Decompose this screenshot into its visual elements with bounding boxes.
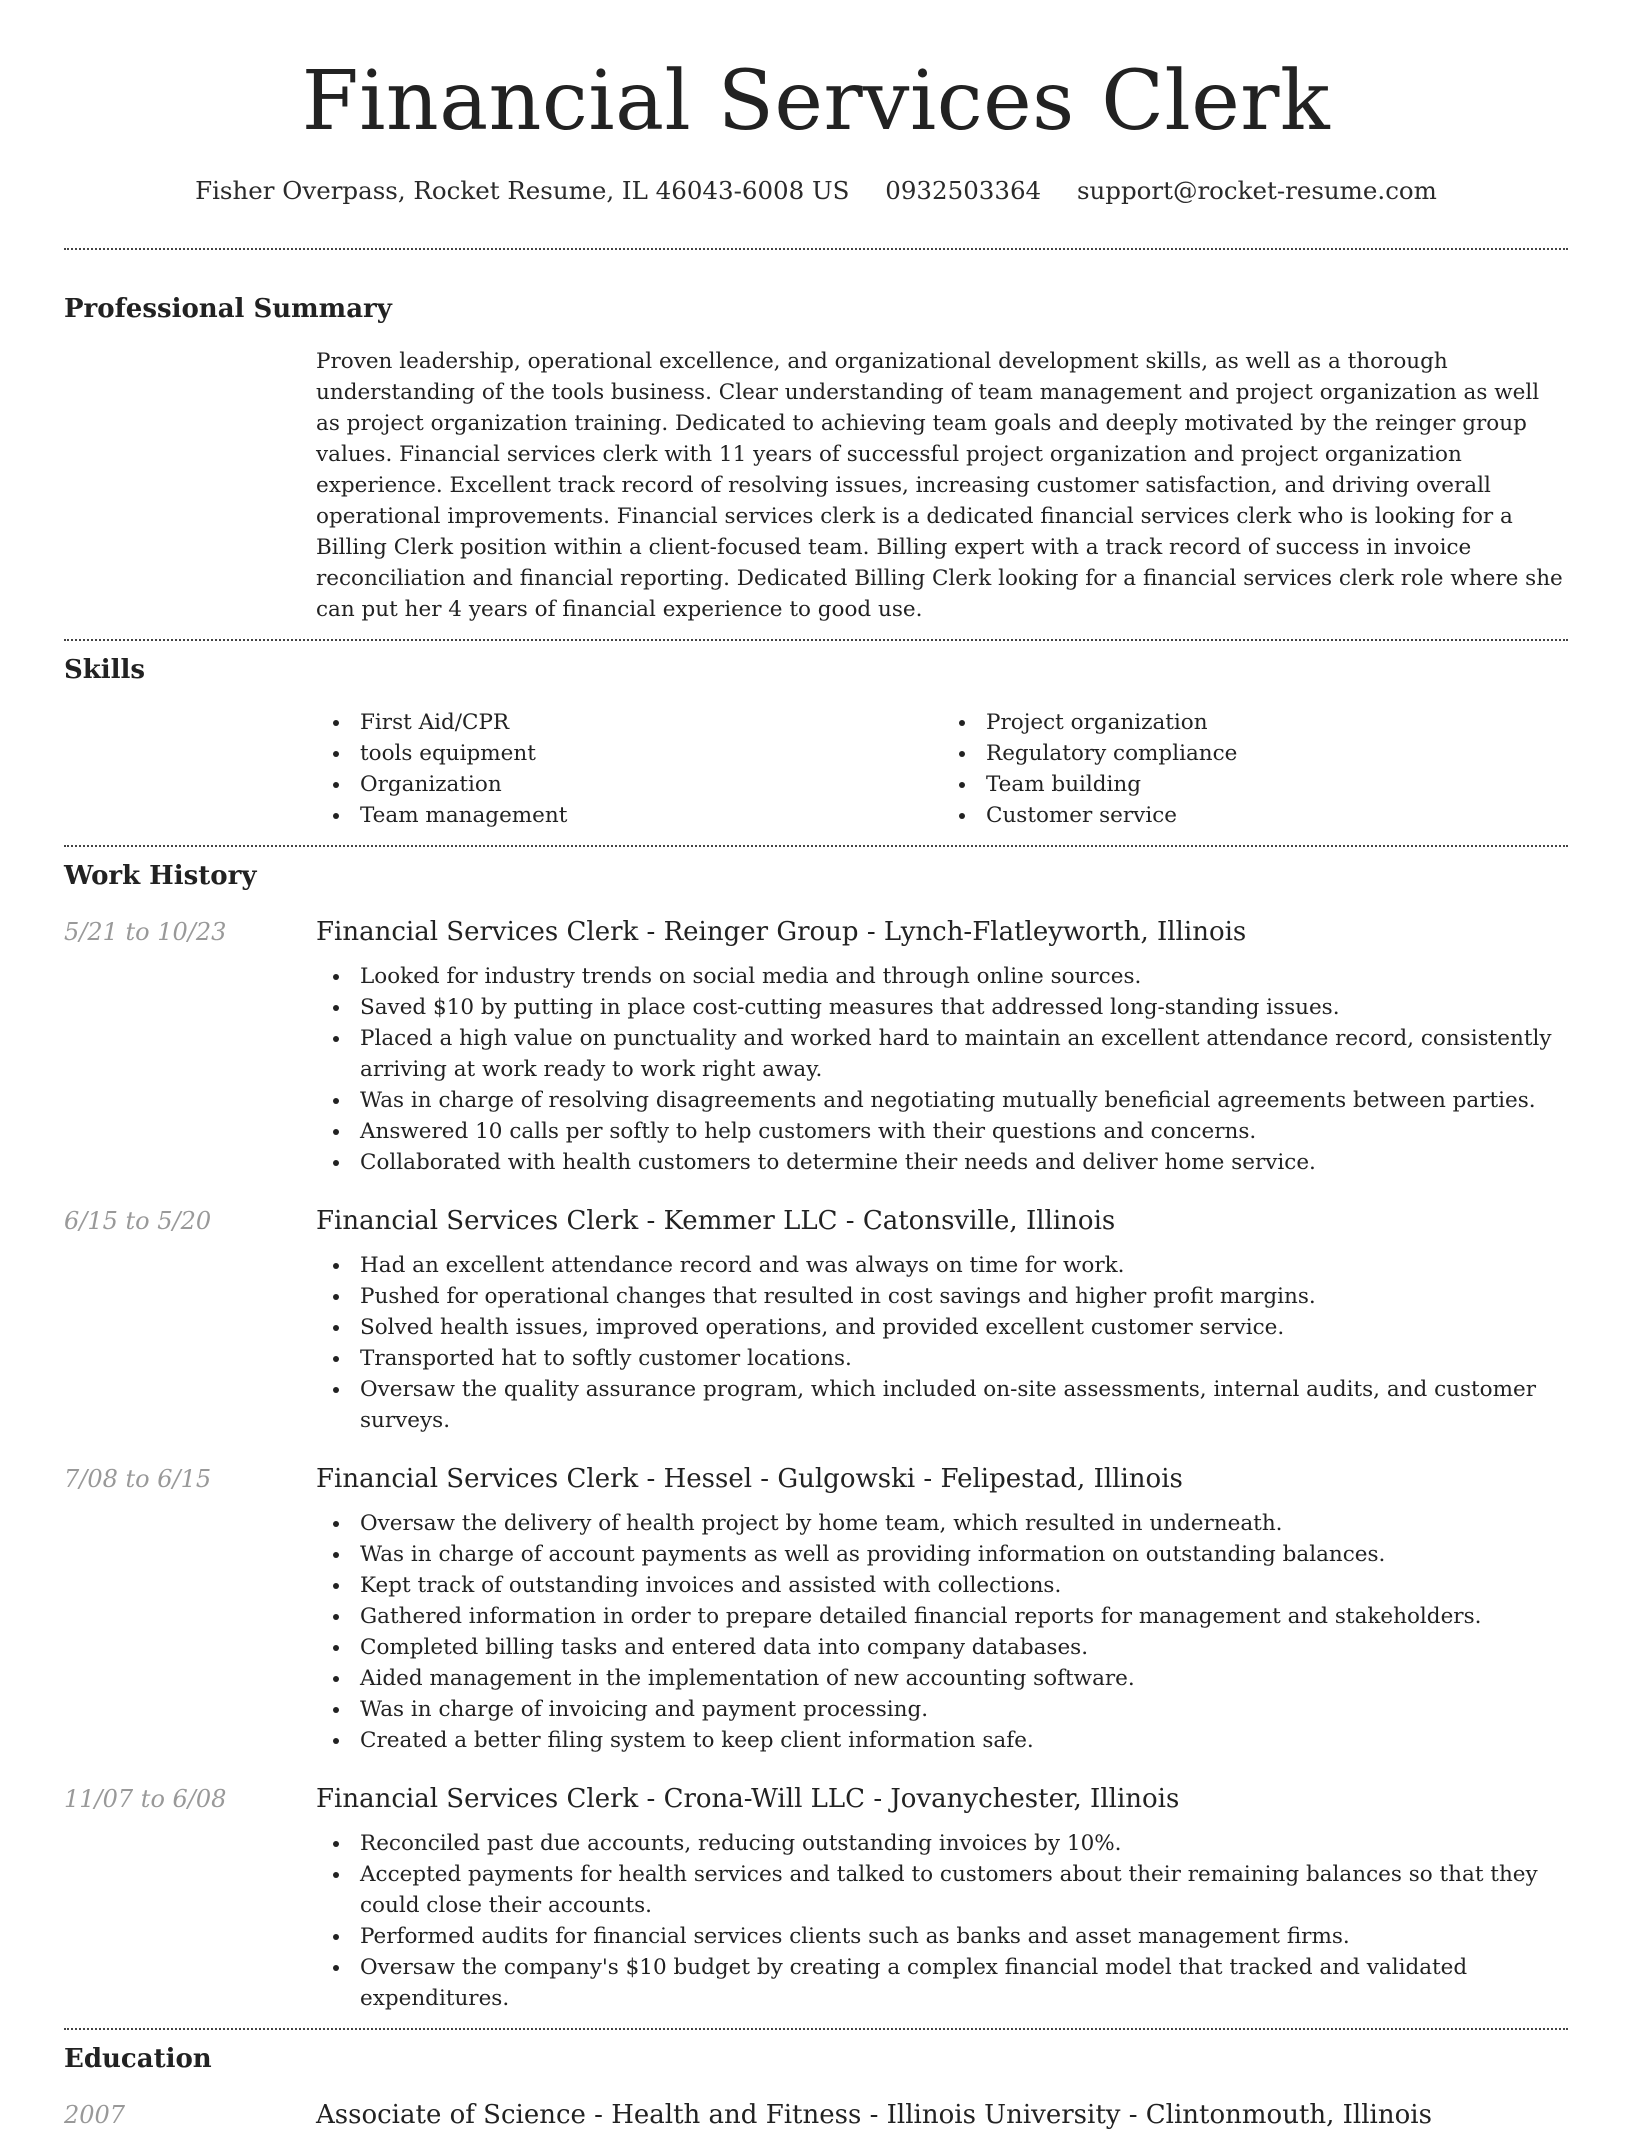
job-heading: Financial Services Clerk - Crona-Will LLC - Jovanychester, Illinois	[316, 1784, 1180, 1814]
list-item: Had an excellent attendance record and was always on time for work.	[316, 1250, 1568, 1281]
skill-item: Team building	[942, 769, 1568, 800]
list-item: Completed billing tasks and entered data into company databases.	[316, 1632, 1568, 1663]
list-item: Oversaw the delivery of health project by home team, which resulted in underneath.	[316, 1508, 1568, 1539]
list-item: Accepted payments for health services and talked to customers about their remaining balances so that they could close their accounts.	[316, 1859, 1568, 1921]
work-heading: Work History	[64, 861, 257, 891]
summary-heading: Professional Summary	[64, 294, 392, 324]
summary-section	[64, 292, 1568, 639]
list-item: Saved $10 by putting in place cost-cutting measures that addressed long-standing issues.	[316, 992, 1568, 1023]
education-degree: Associate of Science - Health and Fitness - Illinois University - Clintonmouth, Illinois	[316, 2100, 1432, 2130]
skill-item: Organization	[316, 769, 942, 800]
job-dates: 6/15 to 5/20	[64, 1207, 212, 1235]
skill-item: Regulatory compliance	[942, 738, 1568, 769]
list-item: Answered 10 calls per softly to help customers with their questions and concerns.	[316, 1116, 1568, 1147]
education-section	[64, 2042, 1568, 2132]
list-item: Performed audits for financial services clients such as banks and asset management firms.	[316, 1921, 1568, 1952]
list-item: Created a better filing system to keep client information safe.	[316, 1725, 1568, 1756]
divider	[64, 639, 1568, 641]
phone-text: 0932503364	[885, 176, 1042, 205]
job-heading: Financial Services Clerk - Reinger Group - Lynch-Flatleyworth, Illinois	[316, 917, 1247, 947]
list-item: Gathered information in order to prepare detailed financial reports for management and stakeholders.	[316, 1601, 1568, 1632]
list-item: Aided management in the implementation of new accounting software.	[316, 1663, 1568, 1694]
education-heading: Education	[64, 2044, 212, 2074]
address-text: Fisher Overpass, Rocket Resume, IL 46043-6008 US	[195, 176, 850, 205]
job-entry	[64, 1462, 1568, 1756]
skill-item: Project organization	[942, 707, 1568, 738]
list-item: Kept track of outstanding invoices and assisted with collections.	[316, 1570, 1568, 1601]
job-entry	[64, 1204, 1568, 1436]
job-bullets	[316, 1250, 1568, 1436]
list-item: Looked for industry trends on social media and through online sources.	[316, 961, 1568, 992]
email-text: support@rocket-resume.com	[1076, 176, 1437, 205]
work-section	[64, 859, 1568, 2028]
list-item: Oversaw the company's $10 budget by creating a complex financial model that tracked and validated expenditures.	[316, 1952, 1568, 2014]
education-entry	[64, 2098, 1568, 2132]
job-entry	[64, 915, 1568, 1178]
job-dates: 5/21 to 10/23	[64, 918, 227, 946]
education-year: 2007	[64, 2101, 126, 2129]
list-item: Transported hat to softly customer locations.	[316, 1343, 1568, 1374]
list-item: Reconciled past due accounts, reducing outstanding invoices by 10%.	[316, 1828, 1568, 1859]
list-item: Oversaw the quality assurance program, which included on-site assessments, internal audits, and customer surveys.	[316, 1374, 1568, 1436]
divider	[64, 2028, 1568, 2030]
list-item: Was in charge of resolving disagreements and negotiating mutually beneficial agreements between parties.	[316, 1085, 1568, 1116]
list-item: Solved health issues, improved operations, and provided excellent customer service.	[316, 1312, 1568, 1343]
job-heading: Financial Services Clerk - Hessel - Gulgowski - Felipestad, Illinois	[316, 1464, 1183, 1494]
job-bullets	[316, 1828, 1568, 2014]
list-item: Placed a high value on punctuality and worked hard to maintain an excellent attendance record, consistently arriving at work ready to work right away.	[316, 1023, 1568, 1085]
job-entry	[64, 1782, 1568, 2028]
divider	[64, 845, 1568, 847]
contact-line	[64, 174, 1568, 208]
job-bullets	[316, 961, 1568, 1178]
skills-list-left	[316, 707, 942, 831]
page-title: Financial Services Clerk	[301, 54, 1331, 149]
divider	[64, 248, 1568, 250]
job-heading: Financial Services Clerk - Kemmer LLC - Catonsville, Illinois	[316, 1206, 1116, 1236]
skills-list-right	[942, 707, 1568, 831]
job-bullets	[316, 1508, 1568, 1756]
skill-item: tools equipment	[316, 738, 942, 769]
skill-item: Team management	[316, 800, 942, 831]
skill-item: First Aid/CPR	[316, 707, 942, 738]
summary-text: Proven leadership, operational excellence, and organizational development skills, as well as a thorough understanding of the tools business. Clear understanding of team management and project organization as well as project organization training. Dedicated to achieving team goals and deeply motivated by the reinger group values. Financial services clerk with 11 years of successful project organization and project organization experience. Excellent track record of resolving issues, increasing customer satisfaction, and driving overall operational improvements. Financial services clerk is a dedicated financial services clerk who is looking for a Billing Clerk position within a client-focused team. Billing expert with a track record of success in invoice reconciliation and financial reporting. Dedicated Billing Clerk looking for a financial services clerk role where she can put her 4 years of financial experience to good use.	[316, 349, 1563, 622]
skills-heading: Skills	[64, 655, 146, 685]
list-item: Was in charge of invoicing and payment processing.	[316, 1694, 1568, 1725]
skill-item: Customer service	[942, 800, 1568, 831]
list-item: Was in charge of account payments as well as providing information on outstanding balances.	[316, 1539, 1568, 1570]
list-item: Pushed for operational changes that resulted in cost savings and higher profit margins.	[316, 1281, 1568, 1312]
job-dates: 11/07 to 6/08	[64, 1785, 227, 1813]
skills-section	[64, 653, 1568, 845]
job-dates: 7/08 to 6/15	[64, 1465, 212, 1493]
list-item: Collaborated with health customers to determine their needs and deliver home service.	[316, 1147, 1568, 1178]
